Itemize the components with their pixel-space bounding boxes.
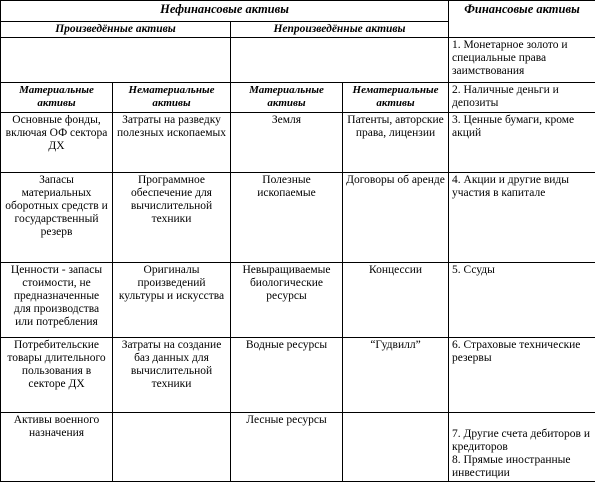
produced-intangible-header: Нематериальные активы — [113, 83, 231, 113]
header-row-3 — [1, 38, 595, 83]
produced-intangible-cell: Затраты на разведку полезных ископаемых — [113, 113, 231, 173]
nonproduced-material-cell: Земля — [231, 113, 343, 173]
nonproduced-material-cell: Невыращиваемые биологические ресурсы — [231, 263, 343, 338]
nonproduced-material-cell: Лесные ресурсы — [231, 413, 343, 482]
produced-header-spacer — [1, 38, 231, 83]
produced-assets-header: Произведённые активы — [1, 22, 231, 38]
produced-material-cell: Активы военного назначения — [1, 413, 113, 482]
table-row — [1, 413, 595, 482]
financial-item-8: 8. Прямые иностранные инвестиции — [452, 454, 592, 480]
nonproduced-assets-header: Непроизведённые активы — [231, 22, 449, 38]
financial-item-6: 6. Страховые технические резервы — [449, 338, 595, 413]
financial-item-5: 5. Ссуды — [449, 263, 595, 338]
financial-assets-header: Финансовые активы — [449, 1, 595, 38]
nonproduced-intangible-cell — [343, 413, 449, 482]
produced-intangible-cell — [113, 413, 231, 482]
nonproduced-intangible-cell: Договоры об аренде — [343, 173, 449, 263]
produced-material-cell: Запасы материальных оборотных средств и государственный резерв — [1, 173, 113, 263]
nonfinancial-assets-header: Нефинансовые активы — [1, 1, 449, 22]
produced-intangible-cell: Программное обеспечение для вычислительной техники — [113, 173, 231, 263]
nonproduced-intangible-cell: “Гудвилл” — [343, 338, 449, 413]
nonproduced-header-spacer — [231, 38, 449, 83]
financial-item-3: 3. Ценные бумаги, кроме акций — [449, 113, 595, 173]
financial-items-7-8 — [449, 413, 595, 482]
nonproduced-intangible-cell: Концессии — [343, 263, 449, 338]
header-row-1 — [1, 1, 595, 22]
produced-intangible-cell: Затраты на создание баз данных для вычислительной техники — [113, 338, 231, 413]
table-row — [1, 338, 595, 413]
nonproduced-material-header: Материальные активы — [231, 83, 343, 113]
produced-material-header: Материальные активы — [1, 83, 113, 113]
table-row — [1, 113, 595, 173]
subheader-row — [1, 83, 595, 113]
financial-item-2: 2. Наличные деньги и депозиты — [449, 83, 595, 113]
financial-item-4: 4. Акции и другие виды участия в капитале — [449, 173, 595, 263]
nonproduced-intangible-header: Нематериальные активы — [343, 83, 449, 113]
financial-item-7: 7. Другие счета дебиторов и кредиторов — [452, 414, 592, 454]
produced-intangible-cell: Оригиналы произведений культуры и искусства — [113, 263, 231, 338]
produced-material-cell: Ценности - запасы стоимости, не предназначенные для производства или потребления — [1, 263, 113, 338]
nonproduced-intangible-cell: Патенты, авторские права, лицензии — [343, 113, 449, 173]
table-row — [1, 173, 595, 263]
produced-material-cell: Основные фонды, включая ОФ сектора ДХ — [1, 113, 113, 173]
nonproduced-material-cell: Полезные ископаемые — [231, 173, 343, 263]
table-row — [1, 263, 595, 338]
nonproduced-material-cell: Водные ресурсы — [231, 338, 343, 413]
produced-material-cell: Потребительские товары длительного пользования в секторе ДХ — [1, 338, 113, 413]
financial-item-1: 1. Монетарное золото и специальные права заимствования — [449, 38, 595, 83]
